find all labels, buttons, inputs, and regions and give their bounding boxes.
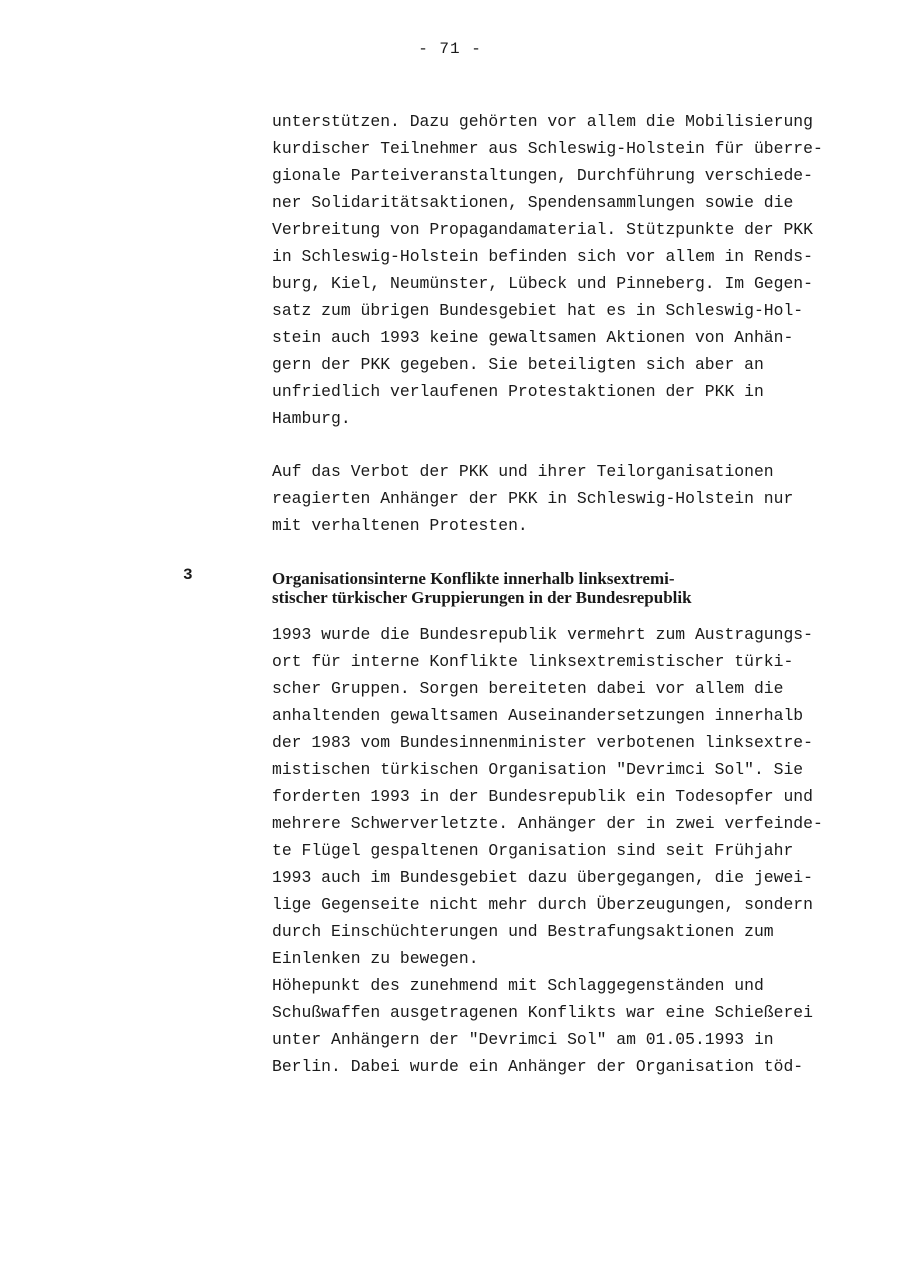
text-line: kurdischer Teilnehmer aus Schleswig-Holstein für überre- <box>272 139 823 158</box>
text-line: mehrere Schwerverletzte. Anhänger der in zwei verfeinde- <box>272 814 823 833</box>
text-line: gern der PKK gegeben. Sie beteiligten sich aber an <box>272 355 764 374</box>
page-number: - 71 - <box>418 40 482 58</box>
text-line: Höhepunkt des zunehmend mit Schlaggegenständen und <box>272 976 764 995</box>
text-line: ner Solidaritätsaktionen, Spendensammlungen sowie die <box>272 193 794 212</box>
text-line: unterstützen. Dazu gehörten vor allem die Mobilisierung <box>272 112 813 131</box>
section-number: 3 <box>183 566 193 584</box>
text-line: Verbreitung von Propagandamaterial. Stützpunkte der PKK <box>272 220 813 239</box>
text-line: Hamburg. <box>272 409 351 428</box>
paragraph-pkk-activities <box>272 108 892 432</box>
paragraph-devrimci-sol-conflicts <box>272 621 892 1080</box>
text-line: burg, Kiel, Neumünster, Lübeck und Pinneberg. Im Gegen- <box>272 274 813 293</box>
text-line: Schußwaffen ausgetragenen Konflikts war eine Schießerei <box>272 1003 813 1022</box>
text-line: gionale Parteiveranstaltungen, Durchführung verschiede- <box>272 166 813 185</box>
heading-line: Organisationsinterne Konflikte innerhalb linksextremi- <box>272 569 675 588</box>
text-line: reagierten Anhänger der PKK in Schleswig-Holstein nur <box>272 489 794 508</box>
paragraph-pkk-ban-reaction <box>272 458 892 539</box>
text-line: unfriedlich verlaufenen Protestaktionen der PKK in <box>272 382 764 401</box>
text-line: scher Gruppen. Sorgen bereiteten dabei vor allem die <box>272 679 784 698</box>
text-line: Auf das Verbot der PKK und ihrer Teilorganisationen <box>272 462 774 481</box>
text-line: durch Einschüchterungen und Bestrafungsaktionen zum <box>272 922 774 941</box>
text-line: 1993 auch im Bundesgebiet dazu übergegangen, die jewei- <box>272 868 813 887</box>
text-line: Berlin. Dabei wurde ein Anhänger der Organisation töd- <box>272 1057 804 1076</box>
text-line: te Flügel gespaltenen Organisation sind seit Frühjahr <box>272 841 794 860</box>
text-line: in Schleswig-Holstein befinden sich vor allem in Rends- <box>272 247 813 266</box>
section-heading <box>272 569 892 607</box>
text-line: forderten 1993 in der Bundesrepublik ein Todesopfer und <box>272 787 813 806</box>
text-line: anhaltenden gewaltsamen Auseinandersetzungen innerhalb <box>272 706 804 725</box>
text-line: der 1983 vom Bundesinnenminister verbotenen linksextre- <box>272 733 813 752</box>
text-line: 1993 wurde die Bundesrepublik vermehrt zum Austragungs- <box>272 625 813 644</box>
text-line: Einlenken zu bewegen. <box>272 949 479 968</box>
text-line: lige Gegenseite nicht mehr durch Überzeugungen, sondern <box>272 895 813 914</box>
text-line: ort für interne Konflikte linksextremistischer türki- <box>272 652 794 671</box>
text-line: mit verhaltenen Protesten. <box>272 516 528 535</box>
text-line: mistischen türkischen Organisation "Devrimci Sol". Sie <box>272 760 804 779</box>
text-line: unter Anhängern der "Devrimci Sol" am 01.05.1993 in <box>272 1030 774 1049</box>
text-line: satz zum übrigen Bundesgebiet hat es in Schleswig-Hol- <box>272 301 804 320</box>
heading-line: stischer türkischer Gruppierungen in der Bundesrepublik <box>272 588 692 607</box>
text-line: stein auch 1993 keine gewaltsamen Aktionen von Anhän- <box>272 328 794 347</box>
